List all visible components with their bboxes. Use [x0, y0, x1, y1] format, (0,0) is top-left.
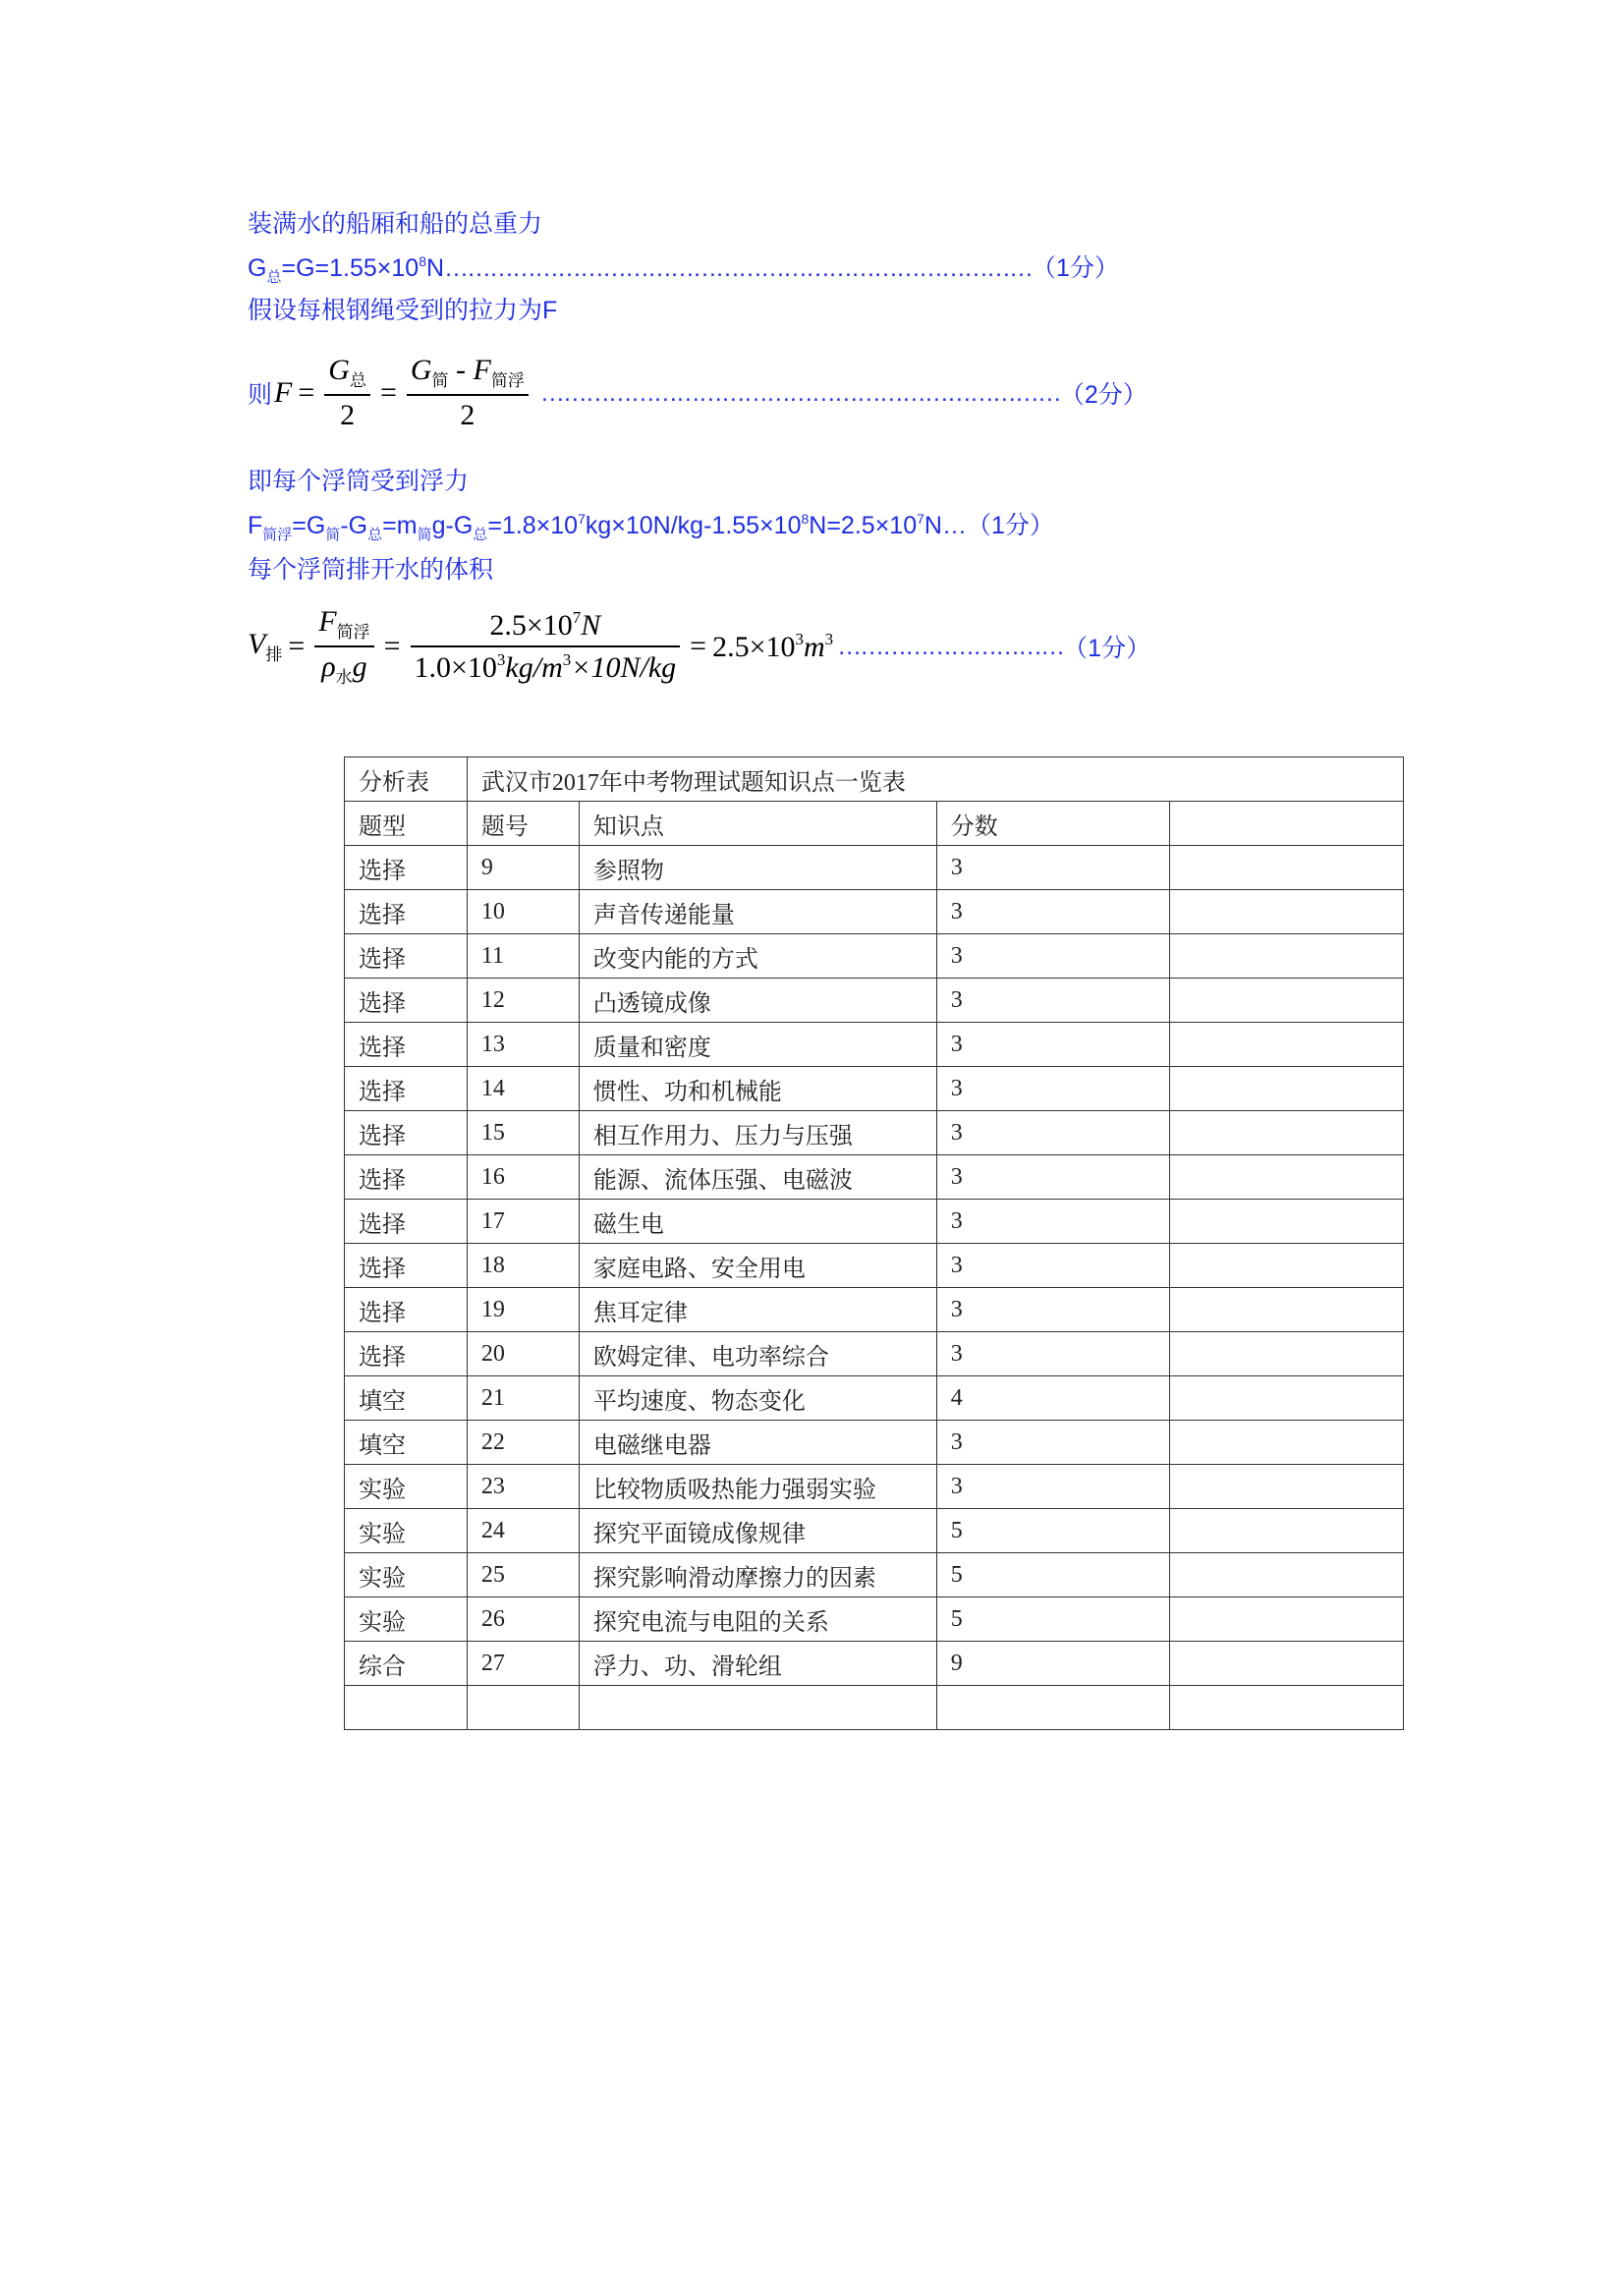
- cell-number: 9: [467, 846, 579, 890]
- cell-score: 3: [936, 1332, 1170, 1376]
- superscript: 3: [562, 650, 572, 669]
- numerator-value: 2.5×10: [489, 609, 573, 642]
- cell-type: 选择: [345, 1288, 468, 1332]
- cell-number: 21: [467, 1376, 579, 1421]
- cell-type: 选择: [345, 979, 468, 1023]
- cell-blank: [1170, 934, 1404, 979]
- cell-score: [936, 1686, 1170, 1730]
- table-row: [345, 1509, 1404, 1553]
- table-row: [345, 1642, 1404, 1686]
- table-row: [345, 1023, 1404, 1067]
- cell-knowledge: 相互作用力、压力与压强: [579, 1111, 936, 1155]
- cell-score: 4: [936, 1376, 1170, 1421]
- cell-number: 16: [467, 1155, 579, 1200]
- cell-blank: [1170, 1509, 1404, 1553]
- table-header-label: 分析表: [345, 757, 468, 802]
- cell-number: 15: [467, 1111, 579, 1155]
- subscript: 总: [367, 527, 383, 543]
- cell-blank: [1170, 1200, 1404, 1244]
- superscript: 7: [917, 511, 924, 527]
- cell-number: 10: [467, 890, 579, 934]
- fraction-buoy-over-rho-g: [314, 605, 373, 688]
- symbol-g: G: [328, 354, 350, 386]
- cell-knowledge: 磁生电: [579, 1200, 936, 1244]
- cell-blank: [1170, 1332, 1404, 1376]
- cell-knowledge: 探究平面镜成像规律: [579, 1509, 936, 1553]
- cell-score: 3: [936, 1465, 1170, 1509]
- cell-number: 18: [467, 1244, 579, 1288]
- formula-tension: [248, 346, 1147, 440]
- cell-knowledge: 探究影响滑动摩擦力的因素: [579, 1553, 936, 1597]
- value-text: N=2.5×10: [809, 512, 918, 539]
- cell-blank: [1170, 1465, 1404, 1509]
- cell-knowledge: 参照物: [579, 846, 936, 890]
- subscript: 简: [431, 371, 449, 390]
- fraction-gtotal-over-2: [324, 354, 370, 432]
- cell-number: 24: [467, 1509, 579, 1553]
- symbol-f: F: [473, 354, 491, 386]
- column-header-knowledge: 知识点: [579, 802, 936, 846]
- superscript: 3: [496, 650, 506, 669]
- cell-knowledge: 探究电流与电阻的关系: [579, 1597, 936, 1642]
- leader-dots: ……………………………………………………………: [539, 378, 1060, 407]
- subscript: 水: [335, 668, 353, 687]
- fraction-difference-over-2: [407, 354, 529, 432]
- cell-blank: [1170, 1376, 1404, 1421]
- symbol-rho: ρ: [321, 650, 336, 683]
- cell-knowledge: 浮力、功、滑轮组: [579, 1642, 936, 1686]
- cell-score: 5: [936, 1597, 1170, 1642]
- leader-dots: …………………………: [837, 632, 1064, 660]
- table-row: [345, 1288, 1404, 1332]
- symbol-f: F: [248, 512, 263, 539]
- cell-number: 13: [467, 1023, 579, 1067]
- cell-score: 5: [936, 1553, 1170, 1597]
- prefix-text: 则: [248, 381, 273, 409]
- table-row: [345, 1686, 1404, 1730]
- score-label: （1分）: [1032, 254, 1119, 282]
- subscript: 简浮: [336, 623, 370, 642]
- cell-knowledge: 家庭电路、安全用电: [579, 1244, 936, 1288]
- unit-m: m: [804, 630, 825, 663]
- value-text: =G: [292, 512, 326, 539]
- table-row: [345, 1200, 1404, 1244]
- cell-number: 23: [467, 1465, 579, 1509]
- table-row: [345, 1111, 1404, 1155]
- cell-blank: [1170, 1155, 1404, 1200]
- denominator: 2: [324, 394, 370, 432]
- subscript: 简浮: [262, 527, 293, 543]
- cell-score: 3: [936, 890, 1170, 934]
- cell-score: 9: [936, 1642, 1170, 1686]
- table-row: [345, 1597, 1404, 1642]
- subscript: 总: [266, 269, 282, 286]
- cell-type: 选择: [345, 1155, 468, 1200]
- cell-blank: [1170, 1288, 1404, 1332]
- table-row: [345, 1244, 1404, 1288]
- denominator: 2: [407, 394, 529, 432]
- subscript: 排: [265, 645, 283, 664]
- superscript: 7: [572, 608, 582, 627]
- superscript: 3: [824, 629, 834, 648]
- cell-score: 3: [936, 1067, 1170, 1111]
- value-text: =G=1.55×10: [281, 254, 420, 282]
- cell-blank: [1170, 1023, 1404, 1067]
- column-header-score: 分数: [936, 802, 1170, 846]
- cell-type: 选择: [345, 1023, 468, 1067]
- superscript: 3: [795, 629, 804, 648]
- cell-blank: [1170, 979, 1404, 1023]
- symbol-f: F: [318, 605, 337, 638]
- column-header-blank: [1170, 802, 1404, 846]
- formula-volume: [248, 597, 1150, 696]
- cell-score: 5: [936, 1509, 1170, 1553]
- subscript: 总: [473, 527, 488, 543]
- cell-score: 3: [936, 1023, 1170, 1067]
- cell-number: 11: [467, 934, 579, 979]
- unit-text: kg/m: [505, 651, 563, 684]
- cell-type: 选择: [345, 890, 468, 934]
- cell-type: 实验: [345, 1465, 468, 1509]
- equals-sign: =: [298, 376, 315, 409]
- subscript: 简: [325, 527, 341, 543]
- unit-n: N: [581, 609, 601, 642]
- cell-blank: [1170, 1067, 1404, 1111]
- table-title-row: [345, 757, 1404, 802]
- subscript: 总: [349, 371, 366, 390]
- equals-sign: =: [288, 630, 306, 662]
- symbol-g: g: [352, 650, 367, 683]
- cell-type: 选择: [345, 1200, 468, 1244]
- table-row: [345, 1067, 1404, 1111]
- cell-number: 27: [467, 1642, 579, 1686]
- table-row: [345, 1421, 1404, 1465]
- table-title: 武汉市2017年中考物理试题知识点一览表: [467, 757, 1403, 802]
- text-line-displaced-volume: 每个浮筒排开水的体积: [248, 556, 494, 584]
- cell-knowledge: [579, 1686, 936, 1730]
- value-text: =1.8×10: [487, 512, 579, 539]
- cell-blank: [1170, 1421, 1404, 1465]
- cell-knowledge: 能源、流体压强、电磁波: [579, 1155, 936, 1200]
- equals-sign: =: [383, 630, 401, 662]
- cell-type: 选择: [345, 934, 468, 979]
- text-line-buoyancy: 即每个浮筒受到浮力: [248, 468, 470, 495]
- column-header-number: 题号: [467, 802, 579, 846]
- cell-type: 填空: [345, 1421, 468, 1465]
- cell-number: 20: [467, 1332, 579, 1376]
- symbol-g: G: [248, 254, 267, 282]
- table-row: [345, 979, 1404, 1023]
- fraction-numeric: [411, 608, 681, 685]
- unit-text: ×10N/kg: [571, 651, 677, 684]
- cell-number: 22: [467, 1421, 579, 1465]
- cell-score: 3: [936, 1288, 1170, 1332]
- cell-knowledge: 质量和密度: [579, 1023, 936, 1067]
- score-label: （2分）: [1059, 381, 1147, 409]
- value-text: N…: [923, 512, 967, 539]
- cell-knowledge: 电磁继电器: [579, 1421, 936, 1465]
- cell-score: 3: [936, 934, 1170, 979]
- minus-sign: -: [456, 354, 467, 386]
- cell-type: 选择: [345, 846, 468, 890]
- cell-type: 实验: [345, 1509, 468, 1553]
- cell-score: 3: [936, 1244, 1170, 1288]
- subscript: 简浮: [490, 371, 525, 390]
- cell-knowledge: 声音传递能量: [579, 890, 936, 934]
- cell-blank: [1170, 1111, 1404, 1155]
- table-row: [345, 1155, 1404, 1200]
- equals-sign: =: [379, 376, 397, 409]
- table-row: [345, 1376, 1404, 1421]
- cell-type: 选择: [345, 1067, 468, 1111]
- cell-score: 3: [936, 1155, 1170, 1200]
- cell-type: 实验: [345, 1553, 468, 1597]
- denominator-value: 1.0×10: [414, 651, 497, 684]
- symbol-g: G: [410, 354, 432, 386]
- cell-blank: [1170, 1553, 1404, 1597]
- cell-score: 3: [936, 846, 1170, 890]
- value-text: g-G: [431, 512, 474, 539]
- cell-blank: [1170, 890, 1404, 934]
- symbol-f: F: [274, 376, 293, 409]
- cell-blank: [1170, 1597, 1404, 1642]
- equals-sign: =: [690, 630, 707, 662]
- cell-score: 3: [936, 979, 1170, 1023]
- text-line-assume-tension: 假设每根钢绳受到的拉力为F: [248, 297, 558, 324]
- table-row: [345, 846, 1404, 890]
- cell-number: 12: [467, 979, 579, 1023]
- cell-score: 3: [936, 1111, 1170, 1155]
- cell-knowledge: 改变内能的方式: [579, 934, 936, 979]
- cell-knowledge: 平均速度、物态变化: [579, 1376, 936, 1421]
- cell-type: 综合: [345, 1642, 468, 1686]
- text-line-buoyancy-calc: [248, 506, 1054, 544]
- cell-score: 3: [936, 1200, 1170, 1244]
- table-column-headers: [345, 802, 1404, 846]
- cell-knowledge: 比较物质吸热能力强弱实验: [579, 1465, 936, 1509]
- cell-type: [345, 1686, 468, 1730]
- superscript: 8: [419, 253, 426, 269]
- score-label: （1分）: [966, 512, 1054, 539]
- text-line-total-gravity: [248, 249, 1119, 287]
- subscript: 简: [417, 527, 432, 543]
- cell-type: 填空: [345, 1376, 468, 1421]
- score-label: （1分）: [1063, 635, 1151, 662]
- table-row: [345, 1553, 1404, 1597]
- cell-number: [467, 1686, 579, 1730]
- table-row: [345, 934, 1404, 979]
- cell-number: 26: [467, 1597, 579, 1642]
- cell-number: 19: [467, 1288, 579, 1332]
- cell-knowledge: 惯性、功和机械能: [579, 1067, 936, 1111]
- cell-score: 3: [936, 1421, 1170, 1465]
- table-row: [345, 1465, 1404, 1509]
- text-line-total-weight: 装满水的船厢和船的总重力: [248, 210, 543, 238]
- cell-blank: [1170, 846, 1404, 890]
- unit-text: N: [425, 254, 445, 282]
- cell-blank: [1170, 1642, 1404, 1686]
- cell-type: 选择: [345, 1332, 468, 1376]
- knowledge-points-table: [344, 756, 1404, 1730]
- result-value: 2.5×10: [712, 630, 796, 663]
- table-row: [345, 1332, 1404, 1376]
- cell-knowledge: 欧姆定律、电功率综合: [579, 1332, 936, 1376]
- cell-type: 实验: [345, 1597, 468, 1642]
- value-text: -G: [340, 512, 368, 539]
- cell-type: 选择: [345, 1244, 468, 1288]
- cell-knowledge: 焦耳定律: [579, 1288, 936, 1332]
- value-text: kg×10N/kg-1.55×10: [585, 512, 802, 539]
- cell-number: 25: [467, 1553, 579, 1597]
- leader-dots: ……………………………………………………………………: [444, 254, 1033, 282]
- cell-number: 14: [467, 1067, 579, 1111]
- cell-type: 选择: [345, 1111, 468, 1155]
- superscript: 7: [578, 511, 586, 527]
- cell-blank: [1170, 1244, 1404, 1288]
- table-row: [345, 890, 1404, 934]
- superscript: 8: [801, 511, 810, 527]
- value-text: =m: [382, 512, 418, 539]
- column-header-type: 题型: [345, 802, 468, 846]
- symbol-v: V: [248, 628, 266, 660]
- cell-blank: [1170, 1686, 1404, 1730]
- cell-knowledge: 凸透镜成像: [579, 979, 936, 1023]
- cell-number: 17: [467, 1200, 579, 1244]
